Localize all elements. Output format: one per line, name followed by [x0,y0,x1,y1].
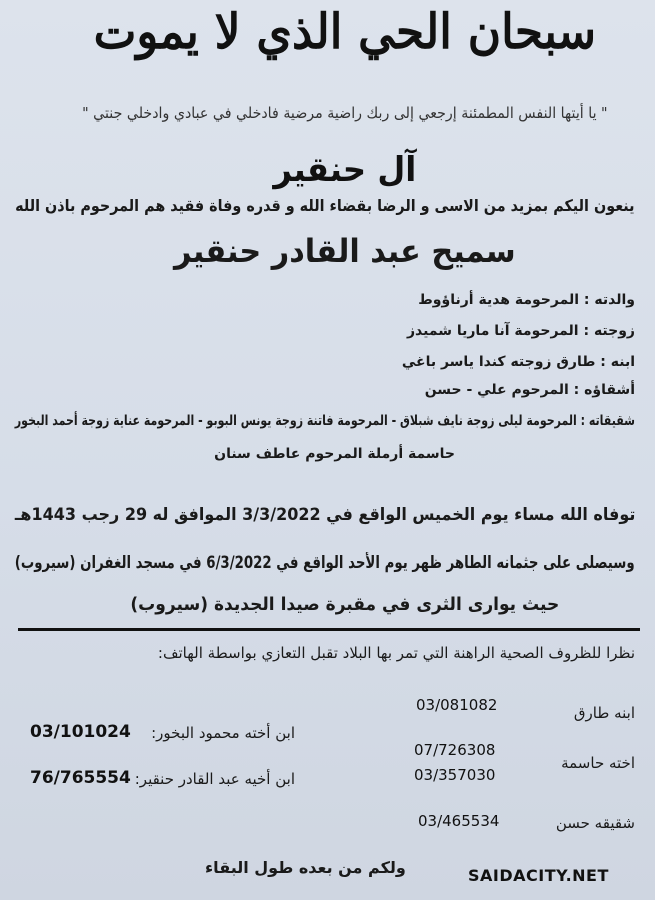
condolence-note: نظرا للظروف الصحية الراهنة التي تمر بها البلاد تقبل التعازي بواسطة الهاتف: [157,644,635,662]
contact-label-nephew-mahmoud: ابن أخته محمود البخور: [151,724,295,742]
funeral-prayer: وسيصلى على جثمانه الطاهر ظهر يوم الأحد الواقع في 6/3/2022 في مسجد الغفران (سيروب) [15,553,635,573]
quran-verse: " يا أيتها النفس المطمئنة إرجعي إلى ربك راضية مرضية فادخلي في عبادي وادخلي جنتي " [82,104,608,122]
relative-mother: والدته : المرحومة هدية أرناؤوط [418,292,635,308]
deceased-name: سميح عبد القادر حنقير [173,232,516,270]
contact-label-brother: شقيقه حسن [555,814,635,832]
closing-line: ولكم من بعده طول البقاء [205,858,406,877]
relative-sisters: شقيقاته : المرحومة ليلى زوجة نايف شبلاق - المرحومة فاتنة زوجة يونس البوبو - المرحومة عناية زوجة أحمد البخور [14,413,635,429]
death-date: توفاه الله مساء يوم الخميس الواقع في 3/3/2022 الموافق له 29 رجب 1443هـ [14,505,635,525]
phone-sister-2[interactable]: 03/357030 [414,766,496,784]
relative-son: ابنه : طارق زوجته كندا ياسر باغي [401,354,635,370]
brand-watermark: SAIDACITY.NET [468,866,609,885]
announcement-intro: ينعون اليكم بمزيد من الاسى و الرضا بقضاء الله و قدره وفاة فقيد هم المرحوم باذن الله [15,196,635,215]
family-name: آل حنقير [273,150,417,190]
burial-place: حيث يوارى الثرى في مقبرة صيدا الجديدة (سيروب) [130,594,560,615]
contact-label-nephew-abdulkader: ابن أخيه عبد القادر حنقير: [134,770,295,788]
contact-label-son: ابنه طارق [573,704,635,722]
relative-wife: زوجته : المرحومة آنا ماريا شميدز [406,323,635,339]
phone-nephew-mahmoud[interactable]: 03/101024 [30,722,131,742]
calligraphy-heading: سبحان الحي الذي لا يموت [93,4,597,60]
phone-son[interactable]: 03/081082 [416,696,498,714]
phone-sister-1[interactable]: 07/726308 [414,741,496,759]
relative-brothers: أشقاؤه : المرحوم علي - حسن [424,382,635,398]
phone-nephew-abdulkader[interactable]: 76/765554 [30,768,131,788]
relative-sister-hasima: حاسمة أرملة المرحوم عاطف سنان [214,446,455,462]
phone-brother[interactable]: 03/465534 [418,812,500,830]
divider [18,628,640,631]
contact-label-sister: اخته حاسمة [561,754,635,772]
